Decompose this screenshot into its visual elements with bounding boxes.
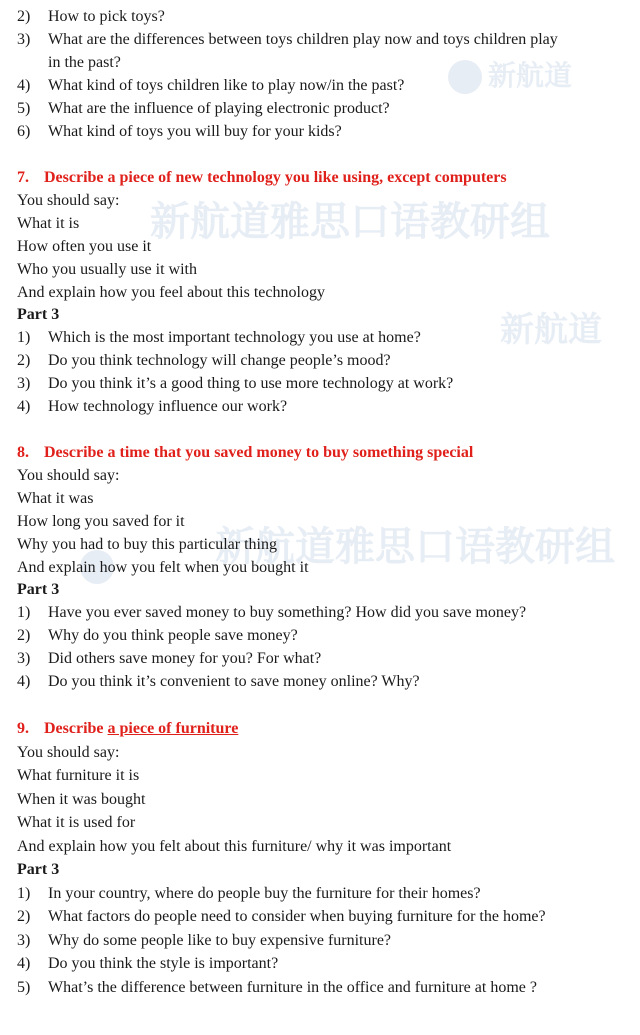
watermark-brand: 新航道 xyxy=(488,59,573,92)
list-item: 3) What are the differences between toys children play now and toys children play xyxy=(17,31,558,48)
list-item: 1) Which is the most important technology you use at home? xyxy=(17,329,421,346)
cue-card-line: And explain how you felt when you bought it xyxy=(17,559,309,576)
list-item: 2) What factors do people need to consider when buying furniture for the home? xyxy=(17,908,546,925)
section-heading: 9. Describe a piece of furniture xyxy=(17,720,239,737)
list-item: 1) Have you ever saved money to buy something? How did you save money? xyxy=(17,604,527,621)
watermark-group: 新航道雅思口语教研组 xyxy=(215,524,615,570)
list-item: 3) Why do some people like to buy expensive furniture? xyxy=(17,932,392,949)
cue-card-line: And explain how you felt about this furniture/ why it was important xyxy=(17,838,452,855)
watermark-logo xyxy=(448,60,482,94)
list-item: 2) Why do you think people save money? xyxy=(17,627,298,644)
watermark-brand: 新航道 xyxy=(500,310,602,350)
list-item: 6) What kind of toys you will buy for your kids? xyxy=(17,123,342,140)
cue-card-line: You should say: xyxy=(17,192,120,209)
cue-card-line: What it is used for xyxy=(17,814,136,831)
cue-card-line: You should say: xyxy=(17,467,120,484)
cue-card-line: You should say: xyxy=(17,744,120,761)
cue-card-line: Why you had to buy this particular thing xyxy=(17,536,277,553)
cue-card-line: Who you usually use it with xyxy=(17,261,197,278)
list-item: 3) Do you think it’s a good thing to use more technology at work? xyxy=(17,375,454,392)
part-label: Part 3 xyxy=(17,861,60,878)
list-item: 2) How to pick toys? xyxy=(17,8,165,25)
list-item: 5) What’s the difference between furniture in the office and furniture at home ? xyxy=(17,979,537,996)
list-item: 2) Do you think technology will change people’s mood? xyxy=(17,352,391,369)
cue-card-line: What it is xyxy=(17,215,80,232)
watermark-group: 新航道雅思口语教研组 xyxy=(150,199,550,245)
cue-card-line: How often you use it xyxy=(17,238,152,255)
cue-card-line: How long you saved for it xyxy=(17,513,185,530)
list-item: 1) In your country, where do people buy the furniture for their homes? xyxy=(17,885,481,902)
part-label: Part 3 xyxy=(17,581,60,598)
list-item: 5) What are the influence of playing electronic product? xyxy=(17,100,390,117)
list-item-continuation: in the past? xyxy=(48,54,121,71)
cue-card-line: What it was xyxy=(17,490,94,507)
list-item: 4) Do you think the style is important? xyxy=(17,955,279,972)
list-item: 4) How technology influence our work? xyxy=(17,398,288,415)
cue-card-line: When it was bought xyxy=(17,791,146,808)
section-heading: 7. Describe a piece of new technology you like using, except computers xyxy=(17,169,507,186)
cue-card-line: What furniture it is xyxy=(17,767,140,784)
underlined-phrase: a piece of furniture xyxy=(107,720,239,737)
list-item: 3) Did others save money for you? For what? xyxy=(17,650,322,667)
part-label: Part 3 xyxy=(17,306,60,323)
cue-card-line: And explain how you feel about this technology xyxy=(17,284,325,301)
list-item: 4) Do you think it’s convenient to save money online? Why? xyxy=(17,673,420,690)
list-item: 4) What kind of toys children like to play now/in the past? xyxy=(17,77,405,94)
section-heading: 8. Describe a time that you saved money to buy something special xyxy=(17,444,474,461)
